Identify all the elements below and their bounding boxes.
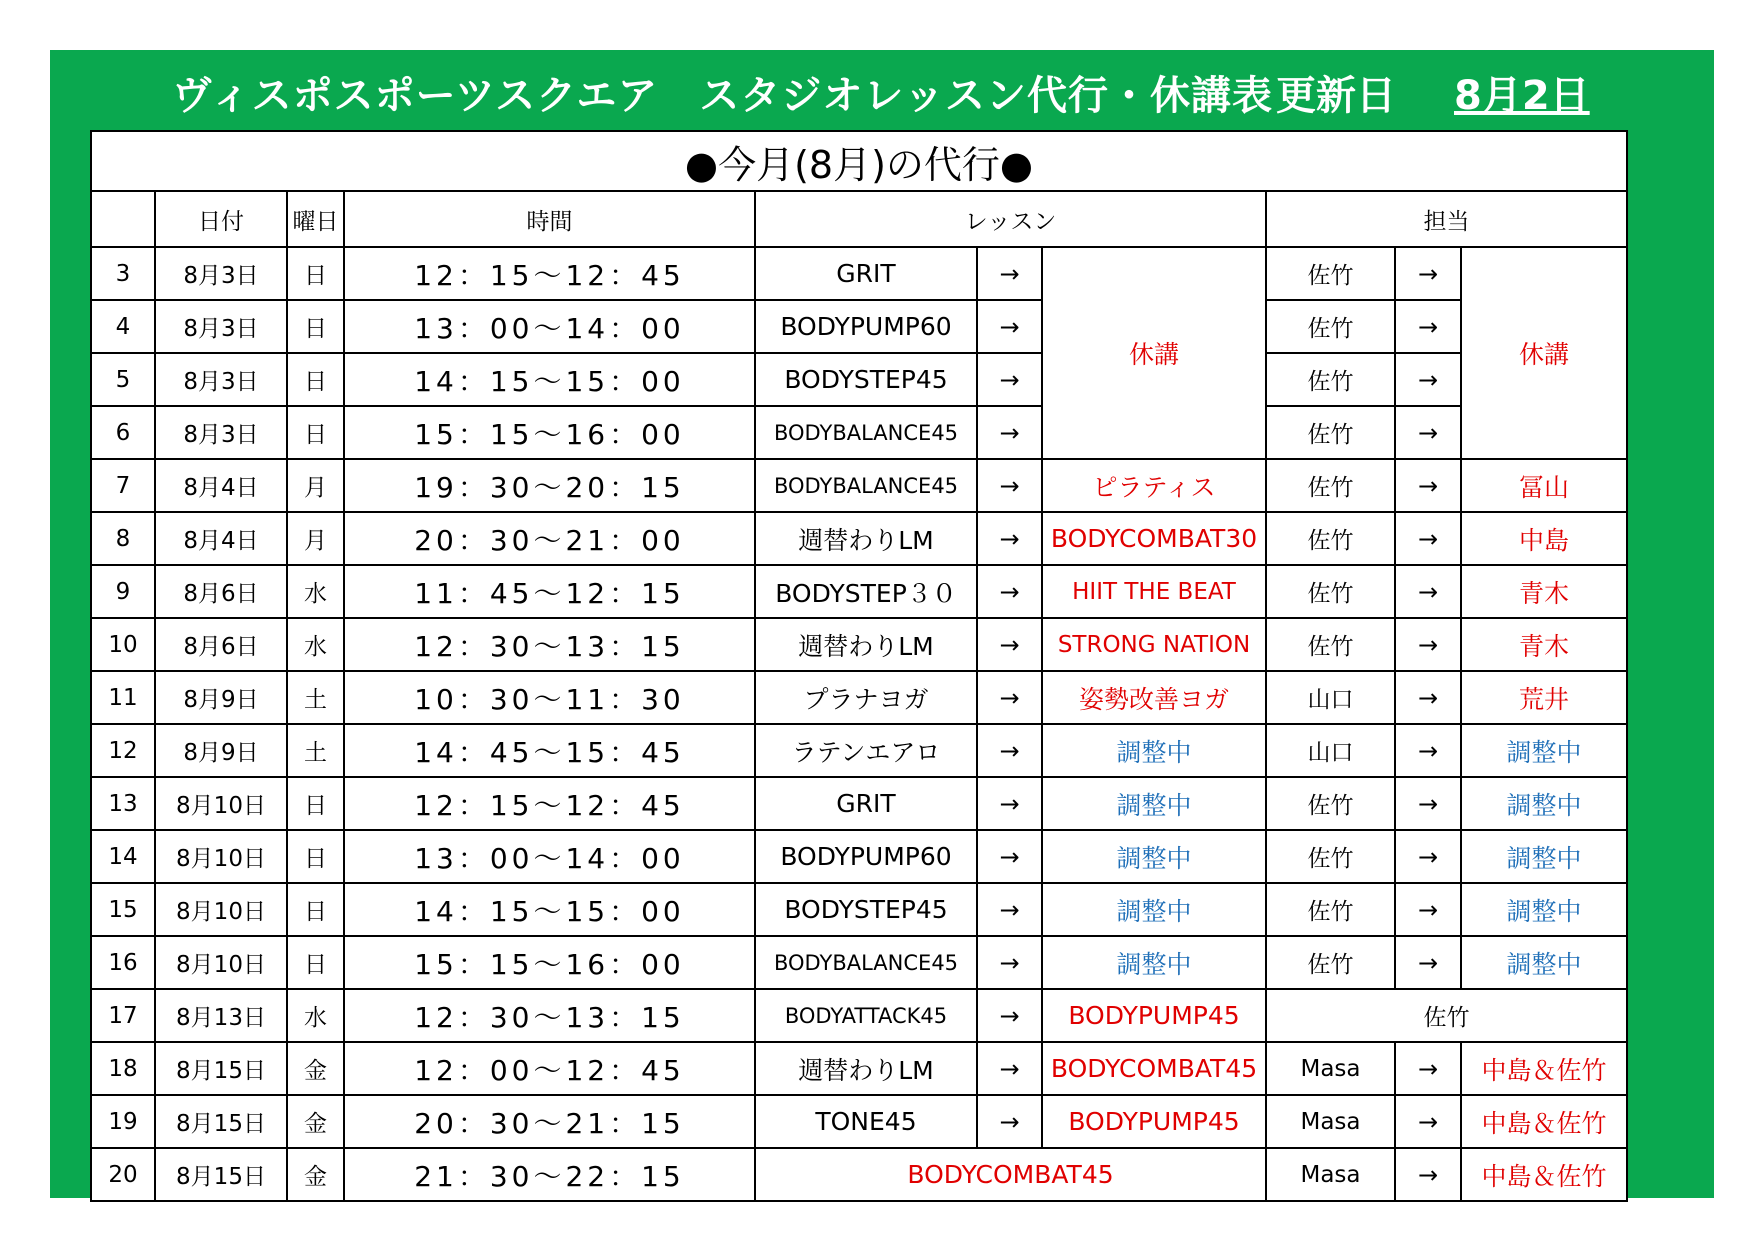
row-date: 8月9日 xyxy=(155,724,287,777)
row-time: 15：15～16：00 xyxy=(344,936,755,989)
row-staff-arrow: → xyxy=(1395,724,1461,777)
row-number: 12 xyxy=(91,724,155,777)
table-row xyxy=(91,883,1627,936)
row-lesson: GRIT xyxy=(755,777,977,830)
row-arrow: → xyxy=(977,1095,1042,1148)
row-time: 14：15～15：00 xyxy=(344,353,755,406)
row-day: 水 xyxy=(287,989,344,1042)
table-row xyxy=(91,724,1627,777)
row-time: 19：30～20：15 xyxy=(344,459,755,512)
row-number: 3 xyxy=(91,247,155,300)
row-staff-arrow: → xyxy=(1395,830,1461,883)
row-lesson: BODYPUMP60 xyxy=(755,300,977,353)
row-staff-arrow: → xyxy=(1395,618,1461,671)
row-lesson: BODYBALANCE45 xyxy=(755,936,977,989)
row-time: 12：30～13：15 xyxy=(344,618,755,671)
row-day: 土 xyxy=(287,724,344,777)
table-row xyxy=(91,459,1627,512)
row-day: 日 xyxy=(287,300,344,353)
row-time: 20：30～21：15 xyxy=(344,1095,755,1148)
row-day: 日 xyxy=(287,406,344,459)
table-row xyxy=(91,512,1627,565)
row-sub-staff: 冨山 xyxy=(1461,459,1627,512)
row-number: 4 xyxy=(91,300,155,353)
row-number: 19 xyxy=(91,1095,155,1148)
row-day: 日 xyxy=(287,883,344,936)
row-arrow: → xyxy=(977,512,1042,565)
row-sub-lesson: 調整中 xyxy=(1042,936,1266,989)
row-arrow: → xyxy=(977,777,1042,830)
row-arrow: → xyxy=(977,724,1042,777)
row-day: 金 xyxy=(287,1148,344,1201)
row-arrow: → xyxy=(977,353,1042,406)
row-lesson: 週替わりLM xyxy=(755,618,977,671)
table-caption: ●今月(8月)の代行● xyxy=(91,131,1627,191)
row-time: 12：00～12：45 xyxy=(344,1042,755,1095)
row-sub-lesson: 調整中 xyxy=(1042,724,1266,777)
row-number: 13 xyxy=(91,777,155,830)
row-sub-staff: 調整中 xyxy=(1461,936,1627,989)
row-date: 8月10日 xyxy=(155,936,287,989)
row-date: 8月6日 xyxy=(155,565,287,618)
row-staff: 佐竹 xyxy=(1266,353,1395,406)
row-staff: 佐竹 xyxy=(1266,406,1395,459)
row-day: 日 xyxy=(287,830,344,883)
row-staff-arrow: → xyxy=(1395,247,1461,300)
table-row xyxy=(91,247,1627,300)
row-day: 日 xyxy=(287,777,344,830)
row-day: 金 xyxy=(287,1042,344,1095)
row-date: 8月3日 xyxy=(155,406,287,459)
row-staff-arrow: → xyxy=(1395,777,1461,830)
row-sub-lesson: 調整中 xyxy=(1042,830,1266,883)
row-arrow: → xyxy=(977,618,1042,671)
row-staff: Masa xyxy=(1266,1148,1395,1201)
schedule-table xyxy=(90,130,1628,1202)
row-sub-staff: 調整中 xyxy=(1461,883,1627,936)
row-lesson: ラテンエアロ xyxy=(755,724,977,777)
row-arrow: → xyxy=(977,936,1042,989)
row-number: 16 xyxy=(91,936,155,989)
row-staff-arrow: → xyxy=(1395,936,1461,989)
row-staff: 山口 xyxy=(1266,671,1395,724)
row-arrow: → xyxy=(977,1042,1042,1095)
header-time: 時間 xyxy=(344,191,755,247)
header-date: 日付 xyxy=(155,191,287,247)
row-staff: Masa xyxy=(1266,1042,1395,1095)
row-day: 水 xyxy=(287,565,344,618)
updated-date: 8月2日 xyxy=(1454,73,1590,119)
row-arrow: → xyxy=(977,406,1042,459)
row-arrow: → xyxy=(977,565,1042,618)
row-sub-lesson: BODYPUMP45 xyxy=(1042,989,1266,1042)
row-staff-arrow: → xyxy=(1395,353,1461,406)
row-arrow: → xyxy=(977,989,1042,1042)
row-staff: 佐竹 xyxy=(1266,936,1395,989)
row-sub-lesson: BODYPUMP45 xyxy=(1042,1095,1266,1148)
row-date: 8月3日 xyxy=(155,353,287,406)
row-sub-lesson: 調整中 xyxy=(1042,883,1266,936)
row-lesson-merged: BODYCOMBAT45 xyxy=(755,1148,1266,1201)
row-arrow: → xyxy=(977,247,1042,300)
table-row xyxy=(91,565,1627,618)
row-time: 14：15～15：00 xyxy=(344,883,755,936)
row-staff: 佐竹 xyxy=(1266,777,1395,830)
header-row xyxy=(91,191,1627,247)
row-lesson: BODYSTEP45 xyxy=(755,353,977,406)
page-frame xyxy=(50,50,1714,1198)
row-day: 日 xyxy=(287,247,344,300)
row-lesson: BODYSTEP３０ xyxy=(755,565,977,618)
row-sub-lesson: STRONG NATION xyxy=(1042,618,1266,671)
header-lesson: レッスン xyxy=(755,191,1266,247)
row-sub-staff: 調整中 xyxy=(1461,777,1627,830)
row-lesson: BODYBALANCE45 xyxy=(755,459,977,512)
row-time: 12：15～12：45 xyxy=(344,247,755,300)
row-day: 月 xyxy=(287,459,344,512)
row-sub-staff: 中島＆佐竹 xyxy=(1461,1042,1627,1095)
row-sub-staff: 青木 xyxy=(1461,565,1627,618)
header-day: 曜日 xyxy=(287,191,344,247)
row-sub-lesson: ピラティス xyxy=(1042,459,1266,512)
row-time: 21：30～22：15 xyxy=(344,1148,755,1201)
row-number: 5 xyxy=(91,353,155,406)
row-date: 8月4日 xyxy=(155,512,287,565)
row-sub-staff: 荒井 xyxy=(1461,671,1627,724)
row-sub-staff: 中島＆佐竹 xyxy=(1461,1148,1627,1201)
row-date: 8月4日 xyxy=(155,459,287,512)
row-staff: 佐竹 xyxy=(1266,300,1395,353)
row-staff: 佐竹 xyxy=(1266,565,1395,618)
row-lesson: GRIT xyxy=(755,247,977,300)
header-no xyxy=(91,191,155,247)
header-bar xyxy=(50,50,1714,130)
row-number: 8 xyxy=(91,512,155,565)
row-date: 8月10日 xyxy=(155,777,287,830)
row-arrow: → xyxy=(977,830,1042,883)
row-sub-lesson: 姿勢改善ヨガ xyxy=(1042,671,1266,724)
row-staff: 佐竹 xyxy=(1266,618,1395,671)
row-lesson: TONE45 xyxy=(755,1095,977,1148)
row-arrow: → xyxy=(977,459,1042,512)
row-day: 水 xyxy=(287,618,344,671)
row-staff: Masa xyxy=(1266,1095,1395,1148)
row-day: 金 xyxy=(287,1095,344,1148)
row-time: 15：15～16：00 xyxy=(344,406,755,459)
row-staff-merged: 佐竹 xyxy=(1266,989,1627,1042)
row-number: 18 xyxy=(91,1042,155,1095)
row-staff: 佐竹 xyxy=(1266,512,1395,565)
row-sub-lesson: BODYCOMBAT30 xyxy=(1042,512,1266,565)
row-time: 11：45～12：15 xyxy=(344,565,755,618)
row-number: 17 xyxy=(91,989,155,1042)
row-date: 8月10日 xyxy=(155,883,287,936)
row-staff-arrow: → xyxy=(1395,565,1461,618)
row-staff: 佐竹 xyxy=(1266,459,1395,512)
row-sub-staff-cancelled: 休講 xyxy=(1461,247,1627,459)
row-staff-arrow: → xyxy=(1395,300,1461,353)
row-sub-lesson: BODYCOMBAT45 xyxy=(1042,1042,1266,1095)
row-time: 14：45～15：45 xyxy=(344,724,755,777)
row-time: 10：30～11：30 xyxy=(344,671,755,724)
table-row xyxy=(91,671,1627,724)
page-title: ヴィスポスポーツスクエア スタジオレッスン代行・休講表 xyxy=(172,73,1273,119)
row-staff: 佐竹 xyxy=(1266,883,1395,936)
updated-label: 更新日 xyxy=(1276,73,1396,119)
row-arrow: → xyxy=(977,883,1042,936)
row-sub-staff: 中島 xyxy=(1461,512,1627,565)
row-staff: 山口 xyxy=(1266,724,1395,777)
row-number: 15 xyxy=(91,883,155,936)
row-sub-lesson: HIIT THE BEAT xyxy=(1042,565,1266,618)
row-time: 12：15～12：45 xyxy=(344,777,755,830)
row-date: 8月3日 xyxy=(155,247,287,300)
row-staff-arrow: → xyxy=(1395,512,1461,565)
row-time: 13：00～14：00 xyxy=(344,300,755,353)
table-row xyxy=(91,1148,1627,1201)
row-date: 8月10日 xyxy=(155,830,287,883)
row-staff-arrow: → xyxy=(1395,671,1461,724)
row-arrow: → xyxy=(977,300,1042,353)
row-lesson: 週替わりLM xyxy=(755,512,977,565)
row-number: 6 xyxy=(91,406,155,459)
row-day: 日 xyxy=(287,936,344,989)
row-date: 8月6日 xyxy=(155,618,287,671)
row-day: 月 xyxy=(287,512,344,565)
row-sub-staff: 青木 xyxy=(1461,618,1627,671)
row-staff-arrow: → xyxy=(1395,1095,1461,1148)
table-row xyxy=(91,936,1627,989)
row-staff-arrow: → xyxy=(1395,406,1461,459)
row-staff-arrow: → xyxy=(1395,1042,1461,1095)
row-day: 日 xyxy=(287,353,344,406)
row-staff-arrow: → xyxy=(1395,1148,1461,1201)
row-date: 8月9日 xyxy=(155,671,287,724)
row-date: 8月13日 xyxy=(155,989,287,1042)
row-date: 8月15日 xyxy=(155,1042,287,1095)
row-lesson: BODYBALANCE45 xyxy=(755,406,977,459)
row-sub-staff: 調整中 xyxy=(1461,724,1627,777)
table-row xyxy=(91,989,1627,1042)
row-date: 8月3日 xyxy=(155,300,287,353)
row-number: 7 xyxy=(91,459,155,512)
row-date: 8月15日 xyxy=(155,1148,287,1201)
row-time: 13：00～14：00 xyxy=(344,830,755,883)
row-number: 14 xyxy=(91,830,155,883)
header-staff: 担当 xyxy=(1266,191,1627,247)
table-row xyxy=(91,830,1627,883)
row-staff: 佐竹 xyxy=(1266,247,1395,300)
row-sub-lesson: 調整中 xyxy=(1042,777,1266,830)
row-day: 土 xyxy=(287,671,344,724)
row-lesson: 週替わりLM xyxy=(755,1042,977,1095)
row-number: 11 xyxy=(91,671,155,724)
row-arrow: → xyxy=(977,671,1042,724)
row-sub-staff: 中島＆佐竹 xyxy=(1461,1095,1627,1148)
table-row xyxy=(91,777,1627,830)
row-number: 10 xyxy=(91,618,155,671)
row-lesson: BODYPUMP60 xyxy=(755,830,977,883)
row-lesson: プラナヨガ xyxy=(755,671,977,724)
table-row xyxy=(91,353,1627,406)
row-date: 8月15日 xyxy=(155,1095,287,1148)
row-sub-lesson-cancelled: 休講 xyxy=(1042,247,1266,459)
row-lesson: BODYATTACK45 xyxy=(755,989,977,1042)
table-row xyxy=(91,1042,1627,1095)
row-staff-arrow: → xyxy=(1395,459,1461,512)
row-sub-staff: 調整中 xyxy=(1461,830,1627,883)
row-time: 12：30～13：15 xyxy=(344,989,755,1042)
row-number: 9 xyxy=(91,565,155,618)
row-lesson: BODYSTEP45 xyxy=(755,883,977,936)
row-staff: 佐竹 xyxy=(1266,830,1395,883)
row-staff-arrow: → xyxy=(1395,883,1461,936)
row-number: 20 xyxy=(91,1148,155,1201)
table-row xyxy=(91,300,1627,353)
table-row xyxy=(91,1095,1627,1148)
row-time: 20：30～21：00 xyxy=(344,512,755,565)
table-row xyxy=(91,406,1627,459)
table-row xyxy=(91,618,1627,671)
